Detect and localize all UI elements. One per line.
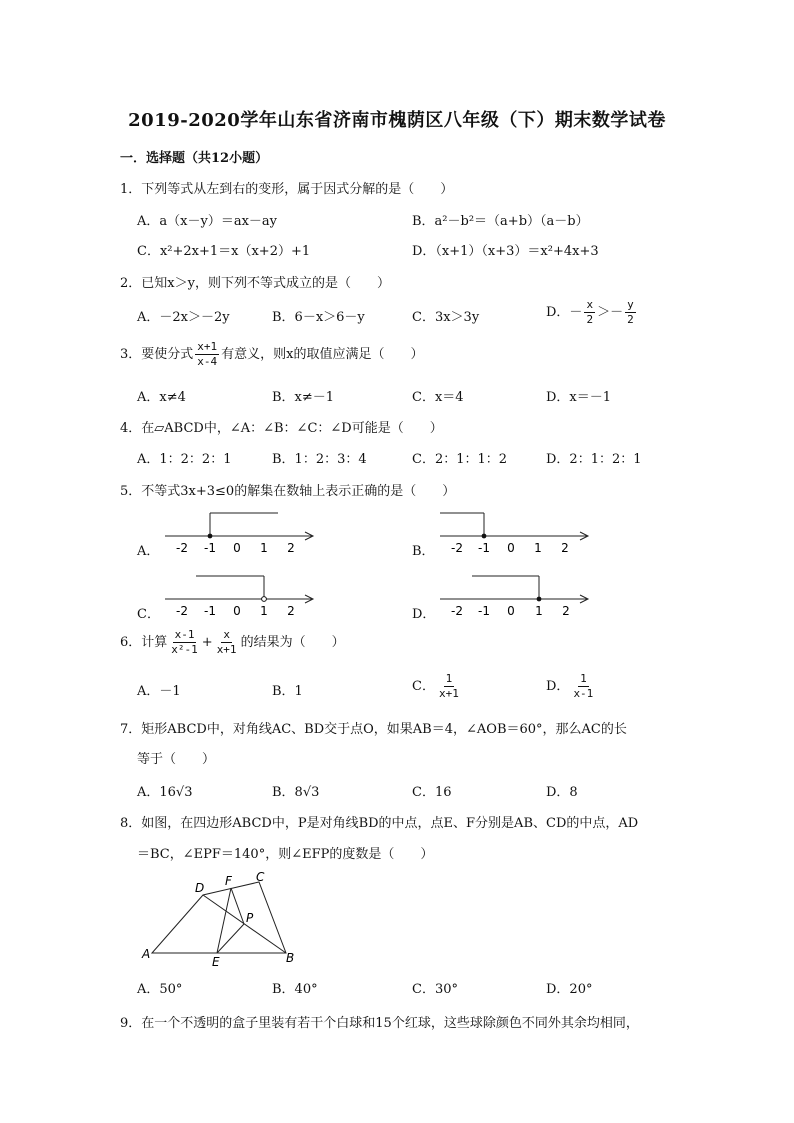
tick-label: 0	[233, 541, 241, 555]
vertex-label-c: C	[256, 870, 265, 884]
fraction-q6-d: $\frac{1}{x-1}$	[573, 672, 594, 700]
q1-option-c: C．x²+2x+1＝x（x+2）+1	[137, 244, 311, 259]
question-7-line-1: 7．矩形ABCD中，对角线AC、BD交于点O，如果AB＝4，∠AOB＝60°，那么AC的长	[120, 722, 627, 737]
q2-option-b: B．6－x＞6－y	[272, 310, 365, 325]
q1-option-d: D．（x+1）（x+3）＝x²+4x+3	[412, 244, 599, 259]
fraction-q3: $\frac{x+1}{x-4}$	[197, 340, 218, 368]
q2-option-d	[546, 298, 638, 327]
q2-option-c: C．3x＞3y	[412, 310, 480, 325]
number-line-a	[160, 505, 320, 555]
q7-option-b: B．8√3	[272, 785, 320, 800]
question-2-stem: 2．已知x＞y，则下列不等式成立的是（ ）	[120, 276, 390, 291]
question-7-line-2: 等于（ ）	[137, 752, 216, 767]
tick-label: -1	[204, 604, 216, 618]
number-line-c	[160, 568, 320, 618]
question-1-stem: 1．下列等式从左到右的变形，属于因式分解的是（ ）	[120, 182, 454, 197]
q2-d-mid: ＞－	[597, 305, 624, 320]
section-heading: 一．选择题（共12小题）	[120, 151, 269, 166]
tick-label: 0	[233, 604, 241, 618]
q1-option-a: A．a（x－y）＝ax－ay	[137, 214, 277, 229]
q6-option-c: C． $\frac{1}{x+1}$	[412, 672, 459, 700]
question-8-line-1: 8．如图，在四边形ABCD中，P是对角线BD的中点，点E、F分别是AB、CD的中点，AD	[120, 816, 639, 831]
tick-label: 1	[534, 541, 542, 555]
quadrilateral-diagram	[140, 870, 300, 970]
q7-option-d: D．8	[546, 785, 578, 800]
number-line-d	[435, 568, 595, 618]
q6-option-d: D． $\frac{1}{x-1}$	[546, 672, 594, 700]
q5-option-b: B．	[412, 544, 435, 559]
tick-label: -1	[204, 541, 216, 555]
tick-label: 0	[507, 604, 515, 618]
tick-label: -2	[451, 604, 463, 618]
tick-label: -1	[478, 604, 490, 618]
fraction-y-over-2: $\frac{y}{2}$	[627, 298, 634, 326]
q4-option-b: B．1：2：3：4	[272, 452, 367, 467]
q6-option-b: B．1	[272, 684, 303, 699]
q3-option-c: C．x＝4	[412, 390, 464, 405]
question-3-stem: 3．要使分式 $\frac{x+1}{x-4}$ 有意义，则x的取值应满足（ ）	[120, 340, 424, 368]
question-8-line-2: ＝BC，∠EPF＝140°，则∠EFP的度数是（ ）	[137, 847, 434, 862]
vertex-label-f: F	[225, 874, 232, 888]
number-line-b	[435, 505, 595, 555]
fraction-x-over-2: $\frac{x}{2}$	[586, 298, 594, 326]
q8-option-c: C．30°	[412, 982, 458, 997]
q1-option-b: B．a²－b²＝（a+b）（a－b）	[412, 214, 589, 229]
tick-label: 2	[287, 541, 295, 555]
q8-option-d: D．20°	[546, 982, 593, 997]
q5-option-c: C．	[137, 607, 160, 622]
q2-option-a: A．－2x＞－2y	[137, 310, 230, 325]
q7-option-c: C．16	[412, 785, 452, 800]
q8-option-b: B．40°	[272, 982, 318, 997]
fraction-q6-first: $\frac{x-1}{\text{x²-1}}$	[171, 628, 198, 656]
question-9-line-1: 9．在一个不透明的盒子里装有若干个白球和15个红球，这些球除颜色不同外其余均相同，	[120, 1016, 639, 1031]
q3-option-d: D．x＝－1	[546, 390, 612, 405]
vertex-label-b: B	[286, 951, 295, 965]
vertex-label-a: A	[142, 947, 151, 961]
tick-label: -2	[176, 604, 188, 618]
tick-label: -2	[176, 541, 188, 555]
q5-option-d: D．	[412, 607, 436, 622]
q3-option-b: B．x≠－1	[272, 390, 335, 405]
question-4-stem: 4．在▱ABCD中，∠A：∠B：∠C：∠D可能是（ ）	[120, 421, 443, 436]
page-title: 2019-2020学年山东省济南市槐荫区八年级（下）期末数学试卷	[128, 110, 666, 131]
q7-option-a: A．16√3	[137, 785, 193, 800]
vertex-label-p: P	[246, 911, 254, 925]
tick-label: -1	[478, 541, 490, 555]
q5-option-a: A．	[137, 544, 160, 559]
q4-option-a: A．1：2：2：1	[137, 452, 232, 467]
question-5-stem: 5．不等式3x+3≤0的解集在数轴上表示正确的是（ ）	[120, 484, 456, 499]
q3-option-a: A．x≠4	[137, 390, 186, 405]
q2-d-prefix: D．－	[546, 305, 583, 320]
q6-option-a: A．－1	[137, 684, 181, 699]
tick-label: 2	[561, 541, 569, 555]
vertex-label-d: D	[195, 881, 205, 895]
tick-label: 1	[260, 604, 268, 618]
fraction-q6-second: $\frac{x}{x+1}$	[216, 628, 237, 656]
q4-option-c: C．2：1：1：2	[412, 452, 508, 467]
q4-option-d: D．2：1：2：1	[546, 452, 642, 467]
q8-option-a: A．50°	[137, 982, 183, 997]
tick-label: -2	[451, 541, 463, 555]
question-6-stem: 6．计算 $\frac{x-1}{\text{x²-1}}$ + $\frac{x}{x+1}$ 的结果为（ ）	[120, 628, 345, 656]
fraction-q6-c: $\frac{1}{x+1}$	[438, 672, 459, 700]
tick-label: 2	[562, 604, 570, 618]
tick-label: 1	[535, 604, 543, 618]
vertex-label-e: E	[212, 955, 220, 969]
tick-label: 2	[287, 604, 295, 618]
tick-label: 0	[507, 541, 515, 555]
tick-label: 1	[260, 541, 268, 555]
